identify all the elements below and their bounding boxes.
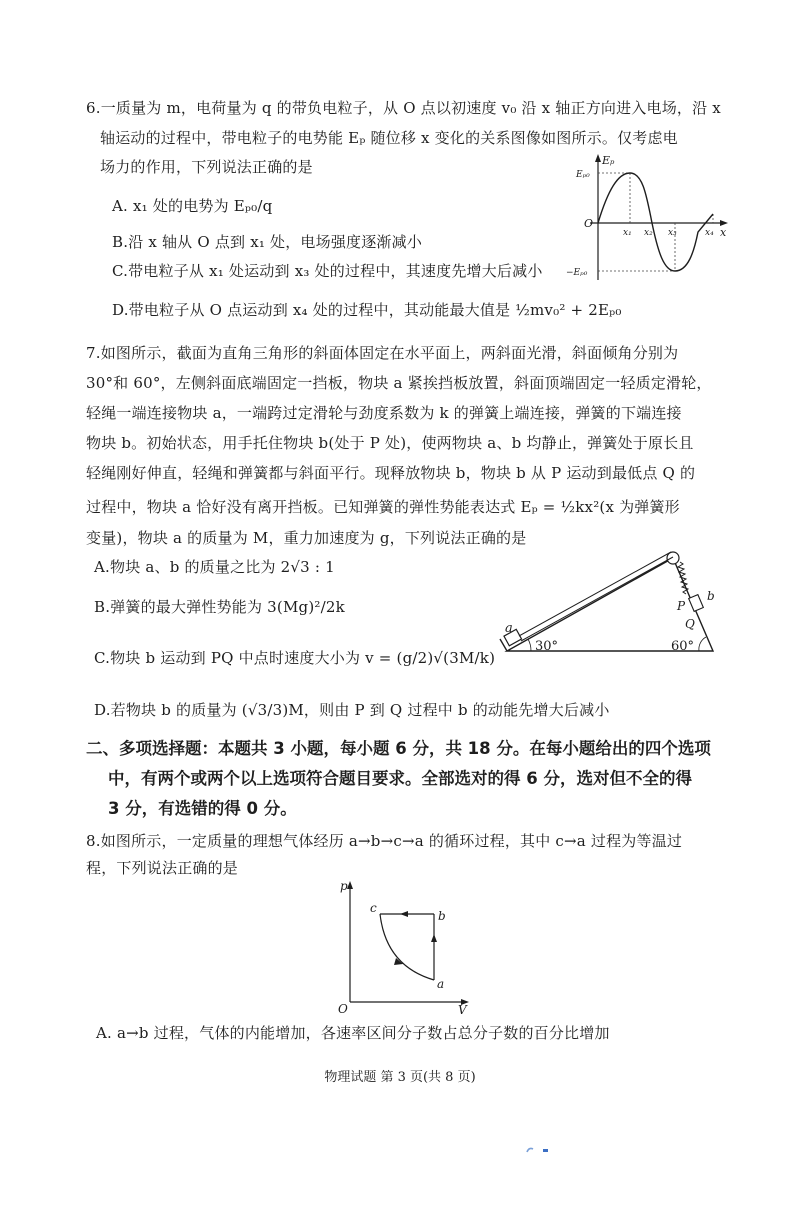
q6-ep-x-graph <box>560 152 735 287</box>
q7-stem-line2: 30°和 60°，左侧斜面底端固定一挡板，物块 a 紧挨挡板放置，斜面顶端固定一轻质定滑轮， <box>86 374 712 392</box>
q7-angle-60: 60° <box>671 639 695 654</box>
q7-stem-line6: 过程中，物块 a 恰好没有离开挡板。已知弹簧的弹性势能表达式 Eₚ = ½kx²(x 为弹簧形 <box>86 498 680 516</box>
q6-stem-line3: 场力的作用，下列说法正确的是 <box>100 158 313 176</box>
q6-ep0-label: Eₚ₀ <box>576 170 590 180</box>
q8-stem-line2: 程，下列说法正确的是 <box>86 859 239 877</box>
q6-option-b: B.沿 x 轴从 O 点到 x₁ 处，电场强度逐渐减小 <box>112 233 423 251</box>
q6-x3-tick: x₃ <box>668 228 677 238</box>
q7-stem-line4: 物块 b。初始状态，用手托住物块 b(处于 P 处)，使两物块 a、b 均静止，弹簧处于原长且 <box>86 434 694 452</box>
q8-pv-graph <box>330 876 480 1016</box>
page-footer: 物理试题 第 3 页(共 8 页) <box>324 1070 476 1085</box>
q8-process-ca <box>380 914 434 980</box>
q8-point-c: c <box>370 901 377 915</box>
q6-x2-tick: x₂ <box>644 228 653 238</box>
q8-origin-label: O <box>338 1002 348 1016</box>
section2-line3: 3 分，有选错的得 0 分。 <box>108 799 297 818</box>
q7-stem-line1: 7.如图所示，截面为直角三角形的斜面体固定在水平面上，两斜面光滑，斜面倾角分别为 <box>86 344 679 362</box>
q6-stem-line1: 6.一质量为 m，电荷量为 q 的带负电粒子，从 O 点以初速度 v₀ 沿 x 轴正方向进入电场，沿 x <box>86 99 721 117</box>
q7-option-d: D.若物块 b 的质量为 (√3/3)M，则由 P 到 Q 过程中 b 的动能先增大后减小 <box>94 701 610 719</box>
q6-option-d: D.带电粒子从 O 点运动到 x₄ 处的过程中，其动能最大值是 ½mv₀² + 2Eₚ₀ <box>112 301 622 319</box>
q7-stem-line3: 轻绳一端连接物块 a，一端跨过定滑轮与劲度系数为 k 的弹簧上端连接，弹簧的下端连接 <box>86 404 682 422</box>
q8-stem-line1: 8.如图所示，一定质量的理想气体经历 a→b→c→a 的循环过程，其中 c→a 过程为等温过 <box>86 832 683 850</box>
q7-block-b-label: b <box>707 589 715 603</box>
q8-v-label: V <box>458 1003 467 1016</box>
q6-option-a: A. x₁ 处的电势为 Eₚ₀/q <box>112 197 273 215</box>
q7-option-b: B.弹簧的最大弹性势能为 3(Mg)²/2k <box>94 598 345 616</box>
q6-y-arrow <box>595 154 601 162</box>
q8-point-b: b <box>438 909 446 923</box>
q6-x4-tick: x₄ <box>705 228 714 238</box>
q7-stem-line5: 轻绳刚好伸直，轻绳和弹簧都与斜面平行。现释放物块 b，物块 b 从 P 运动到最低点 Q 的 <box>86 464 696 482</box>
q7-option-a: A.物块 a、b 的质量之比为 2√3 : 1 <box>94 558 335 576</box>
q7-option-c: C.物块 b 运动到 PQ 中点时速度大小为 v = (g/2)√(3M/k) <box>94 649 496 667</box>
section2-line2: 中，有两个或两个以上选项符合题目要求。全部选对的得 6 分，选对但不全的得 <box>108 769 692 788</box>
scan-mark-icon <box>525 1146 551 1154</box>
q8-p-label: p <box>340 879 348 893</box>
q7-point-p-label: P <box>677 599 686 613</box>
q7-block-b <box>689 595 704 612</box>
q6-ep-curve <box>598 173 713 271</box>
q6-option-c: C.带电粒子从 x₁ 处运动到 x₃ 处的过程中，其速度先增大后减小 <box>112 262 543 280</box>
q6-y-axis-label: Eₚ <box>602 154 615 167</box>
section2-line1: 二、多项选择题：本题共 3 小题，每小题 6 分，共 18 分。在每小题给出的四个选项 <box>86 739 711 758</box>
q6-origin-label: O <box>584 217 594 230</box>
q7-incline-figure <box>495 546 730 661</box>
q8-option-a: A. a→b 过程，气体的内能增加，各速率区间分子数占总分子数的百分比增加 <box>96 1024 610 1042</box>
q6-neg-ep0-label: −Eₚ₀ <box>566 268 588 278</box>
q7-stem-line7: 变量)，物块 a 的质量为 M，重力加速度为 g，下列说法正确的是 <box>86 529 527 547</box>
q8-point-a: a <box>437 977 445 991</box>
q7-point-q-label: Q <box>685 617 695 631</box>
q6-x-axis-label: x <box>720 226 727 239</box>
q7-angle-30: 30° <box>535 639 559 654</box>
q7-block-a-label: a <box>505 621 513 636</box>
q6-x1-tick: x₁ <box>623 228 632 238</box>
q7-pulley <box>667 552 679 564</box>
q6-stem-line2: 轴运动的过程中，带电粒子的电势能 Eₚ 随位移 x 变化的关系图像如图所示。仅考虑电 <box>100 129 678 147</box>
